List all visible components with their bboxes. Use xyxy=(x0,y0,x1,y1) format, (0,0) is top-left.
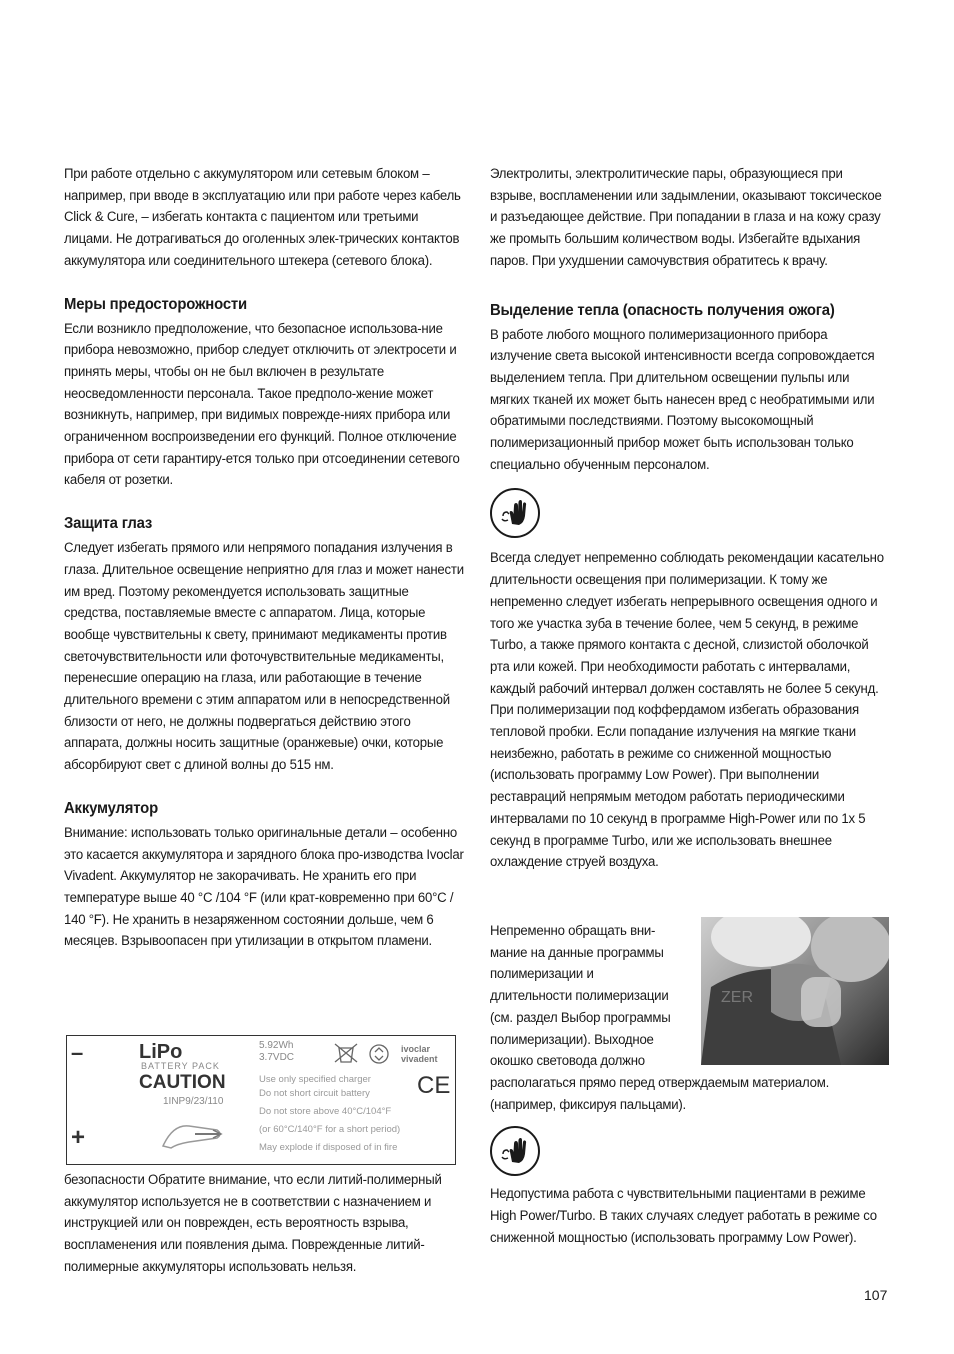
stop-hand-warning-icon-2 xyxy=(490,1126,540,1176)
heat-paragraph: В работе любого мощного полимеризационного прибора излучение света высокой интенсивности всегда сопровождается выделением тепла. При длительном освещении пульпы или мягких тканей их может быть нанесен вред с необратимыми или обратимыми последствиями. Поэтому высокомощный полимеризационный прибор может быть использован только специально обученным персоналом. xyxy=(490,326,875,473)
caution-label: CAUTION xyxy=(139,1072,226,1093)
note-line: (см. раздел Выбор программы xyxy=(490,1009,671,1026)
note-line: окошко световода должно xyxy=(490,1053,645,1070)
electrolyte-paragraph: Электролиты, электролитические пары, образующиеся при взрыве, воспламенении или задымлении, оказывают токсическое и разъедающее действие. При попадании в глаза и на кожу сразу же промыть большим количеством воды. Избегайте вдыхания паров. При ухудшении самочувствия обратитесь к врачу. xyxy=(490,166,882,269)
crossed-bin-icon xyxy=(333,1042,359,1064)
precautions-heading: Меры предосторожности xyxy=(64,295,247,313)
lipo-label: LiPo xyxy=(139,1041,183,1063)
battery-pack-label: BATTERY PACK xyxy=(141,1061,220,1071)
brand-ivoclar: ivoclar xyxy=(401,1044,431,1054)
left-column-bottom xyxy=(64,1170,466,1279)
right-column xyxy=(490,164,890,874)
left-column xyxy=(64,164,466,953)
battery-label-image xyxy=(66,1035,456,1165)
note-tail-paragraph: располагаться прямо перед отверждаемым материалом. (например, фиксируя пальцами). xyxy=(490,1075,830,1113)
light-guide-photo xyxy=(701,917,889,1065)
note-line: Непременно обращать вни- xyxy=(490,923,656,939)
ce-mark: CE xyxy=(417,1072,451,1099)
precautions-paragraph: Если возникло предположение, что безопасное использова-ние прибора невозможно, прибор следует отключить от электросети и принять меры, чтобы он не был включен в результате неосведомленности персонала. Такое предполо-жение может возникнуть, например, при видимых поврежде-ниях прибора или ограниченном воспроизведении его функций. Полное отключение прибора от сети гарантиру-ется только при отсоединении сетевого кабеля от розетки. xyxy=(64,320,460,489)
battery-code: 1INP9/23/110 xyxy=(163,1096,224,1107)
minus-terminal: – xyxy=(71,1040,84,1065)
page-number: 107 xyxy=(864,1287,888,1303)
turbo-warning-paragraph: Всегда следует непременно соблюдать рекомендации касательно длительности освещения при полимеризации. К тому же непременно следует избегать непрерывного освещения одного и того же участка зуба в течение более, чем 5 секунд, в режиме Turbo, а также прямого контакта с десной, слизистой оболочкой рта или кожей. При необходимости работать с интервалами, каждый рабочий интервал должен составлять не более 5 секунд. При полимеризации под коффердамом избегать образования тепловой пробки. Если попадание излучения на мягкие ткани неизбежно, работать в режиме со сниженной мощностью (использовать программу Low Power). При выполнении реставраций непрямым методом работать периодическими интервалами по 10 секунд в программе High-Power или по 1x 5 секунд в программе Turbo, или же использовать внешнее охлаждение струей воздуха. xyxy=(490,550,884,871)
heat-heading: Выделение тепла (опасность получения ожога) xyxy=(490,301,835,319)
battery-warning-4: (or 60°C/140°F for a short period) xyxy=(259,1124,401,1135)
stop-hand-warning-icon xyxy=(490,488,540,538)
note-tail xyxy=(490,1073,890,1250)
battery-warning-2: Do not short circuit battery xyxy=(259,1088,370,1099)
note-line: полимеризации и xyxy=(490,966,594,983)
note-line: длительности полимеризации xyxy=(490,988,669,1005)
battery-safety-paragraph: безопасности Обратите внимание, что если литий-полимерный аккумулятор используется не в соответствии с назначением и инструкцией или он поврежден, есть вероятность взрыва, воспламенения или появления дыма. Поврежденные литий-полимерные аккумуляторы использовать нельзя. xyxy=(64,1172,442,1275)
plus-terminal: + xyxy=(71,1124,86,1151)
recycle-icon xyxy=(367,1042,391,1066)
sensitive-patients-paragraph: Недопустима работа с чувствительными пациентами в режиме High Power/Turbo. В таких случаях следует работать в режиме со сниженной мощностью (использовать программу Low Power). xyxy=(490,1186,877,1246)
battery-heading: Аккумулятор xyxy=(64,799,158,817)
note-line: мание на данные программы xyxy=(490,944,664,961)
battery-illustration xyxy=(159,1116,229,1152)
battery-warning-5: May explode if disposed of in fire xyxy=(259,1142,398,1153)
program-note xyxy=(490,921,695,1073)
note-line: полимеризации). Выходное xyxy=(490,1031,654,1048)
battery-paragraph: Внимание: использовать только оригинальные детали – особенно это касается аккумулятора и зарядного блока про-изводства Ivoclar Vivadent. Аккумулятор не закорачивать. Не хранить его при температуре выше 40 °C /104 °F (или крат-ковременно при 60°C / 140 °F). Не хранить в незаряженном состоянии дольше, чем 6 месяцев. Взрывоопасен при утилизации в открытом пламени. xyxy=(64,824,464,950)
photo-lettering: ZER xyxy=(721,989,753,1006)
brand-vivadent: vivadent xyxy=(401,1054,438,1064)
battery-voltage: 3.7VDC xyxy=(259,1052,295,1063)
battery-warning-3: Do not store above 40°C/104°F xyxy=(259,1106,392,1117)
eye-protection-heading: Защита глаз xyxy=(64,515,153,533)
intro-paragraph: При работе отдельно с аккумулятором или сетевым блоком – например, при вводе в эксплуатацию или при работе через кабель Click & Cure, – избегать контакта с пациентом или третьими лицами. Не дотрагиваться до оголенных элек-трических контактов аккумулятора или соединительного штекера (сетевого блока). xyxy=(64,166,461,269)
battery-energy: 5.92Wh xyxy=(259,1040,294,1051)
battery-warning-1: Use only specified charger xyxy=(259,1074,371,1085)
eye-protection-paragraph: Следует избегать прямого или непрямого попадания излучения в глаза. Длительное освещение неприятно для глаз и может нанести им вред. Поэтому рекомендуется использовать защитные средства, поставляемые вместе с аппаратом. Лица, которые вообще чувствительны к свету, принимают медикаменты против светочувствительности или фоточувствительные медикаменты, перенесшие операцию на глаза, или работающие в течение длительного времени с этим аппаратом или в непосредственной близости от него, не должны подвергаться действию этого аппарата, должны носить защитные (оранжевые) очки, которые абсорбируют свет с длиной волны до 515 нм. xyxy=(64,540,464,774)
